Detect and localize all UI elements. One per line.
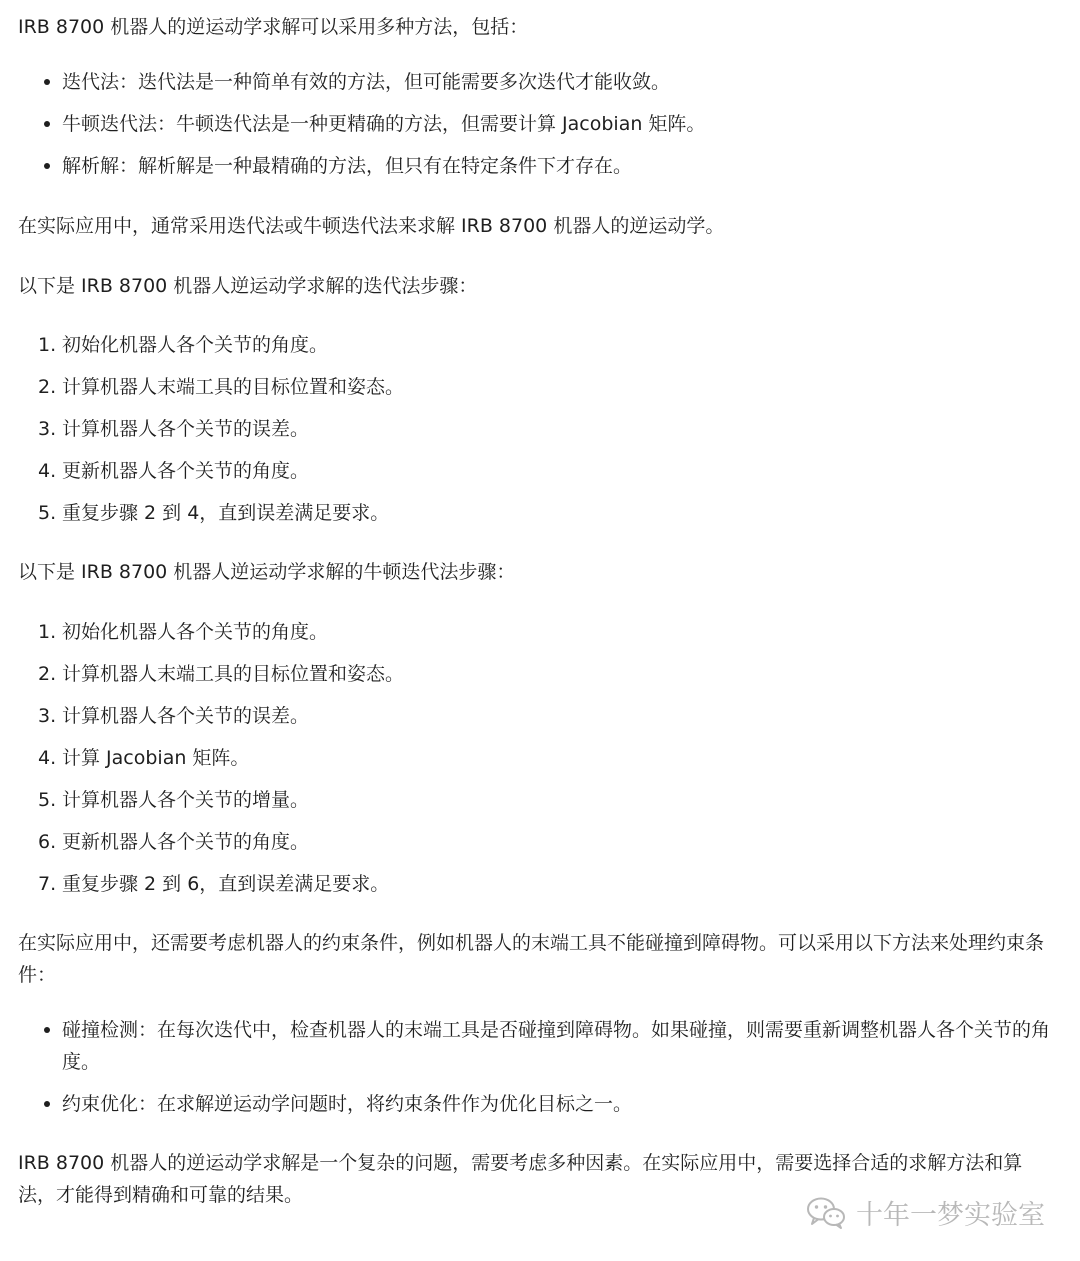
step-text: 重复步骤 2 到 6，直到误差满足要求。 — [62, 873, 390, 895]
constraints-intro-paragraph: 在实际应用中，还需要考虑机器人的约束条件，例如机器人的末端工具不能碰撞到障碍物。可以采用以下方法来处理约束条件： — [18, 932, 1045, 986]
list-item: 碰撞检测：在每次迭代中，检查机器人的末端工具是否碰撞到障碍物。如果碰撞，则需要重新调整机器人各个关节的角度。 — [18, 1014, 1058, 1078]
list-item — [18, 455, 1058, 487]
list-item: 约束优化：在求解逆运动学问题时，将约束条件作为优化目标之一。 — [18, 1088, 1058, 1120]
list-item — [18, 371, 1058, 403]
methods-list — [18, 66, 1058, 182]
step-text: 计算机器人各个关节的增量。 — [62, 789, 310, 811]
watermark-text: 十年一梦实验室 — [856, 1200, 1045, 1231]
step-number: 4. — [38, 747, 57, 769]
list-item — [18, 826, 1058, 858]
newton-steps-list — [18, 616, 1058, 900]
step-number: 3. — [38, 705, 57, 727]
constraints-list — [18, 1014, 1058, 1120]
step-text: 更新机器人各个关节的角度。 — [62, 460, 310, 482]
practice-paragraph: 在实际应用中，通常采用迭代法或牛顿迭代法来求解 IRB 8700 机器人的逆运动学。 — [18, 215, 725, 237]
list-item — [18, 742, 1058, 774]
list-item — [18, 658, 1058, 690]
step-text: 更新机器人各个关节的角度。 — [62, 831, 310, 853]
list-item — [18, 616, 1058, 648]
step-text: 重复步骤 2 到 4，直到误差满足要求。 — [62, 502, 390, 524]
step-number: 7. — [38, 873, 57, 895]
list-item — [18, 497, 1058, 529]
step-number: 2. — [38, 376, 57, 398]
step-text: 计算机器人各个关节的误差。 — [62, 705, 310, 727]
step-number: 4. — [38, 460, 57, 482]
step-number: 5. — [38, 502, 57, 524]
list-item — [18, 868, 1058, 900]
watermark — [806, 1193, 1045, 1232]
step-text: 计算 Jacobian 矩阵。 — [62, 747, 250, 769]
step-number: 6. — [38, 831, 57, 853]
step-number: 1. — [38, 621, 57, 643]
step-text: 计算机器人末端工具的目标位置和姿态。 — [62, 376, 405, 398]
list-item: 解析解：解析解是一种最精确的方法，但只有在特定条件下才存在。 — [18, 150, 1058, 182]
list-item — [18, 329, 1058, 361]
list-item — [18, 700, 1058, 732]
intro-paragraph: IRB 8700 机器人的逆运动学求解可以采用多种方法，包括： — [18, 16, 529, 38]
step-number: 1. — [38, 334, 57, 356]
step-text: 初始化机器人各个关节的角度。 — [62, 621, 329, 643]
step-number: 2. — [38, 663, 57, 685]
list-item — [18, 784, 1058, 816]
step-text: 初始化机器人各个关节的角度。 — [62, 334, 329, 356]
list-item: 牛顿迭代法：牛顿迭代法是一种更精确的方法，但需要计算 Jacobian 矩阵。 — [18, 108, 1058, 140]
step-number: 5. — [38, 789, 57, 811]
article-content — [18, 0, 1058, 1211]
newton-heading: 以下是 IRB 8700 机器人逆运动学求解的牛顿迭代法步骤： — [18, 561, 516, 583]
step-text: 计算机器人各个关节的误差。 — [62, 418, 310, 440]
conclusion-paragraph: IRB 8700 机器人的逆运动学求解是一个复杂的问题，需要考虑多种因素。在实际应用中，需要选择合适的求解方法和算法，才能得到精确和可靠的结果。 — [18, 1152, 1023, 1206]
iterative-heading: 以下是 IRB 8700 机器人逆运动学求解的迭代法步骤： — [18, 275, 478, 297]
step-number: 3. — [38, 418, 57, 440]
iterative-steps-list — [18, 329, 1058, 529]
step-text: 计算机器人末端工具的目标位置和姿态。 — [62, 663, 405, 685]
list-item: 迭代法：迭代法是一种简单有效的方法，但可能需要多次迭代才能收敛。 — [18, 66, 1058, 98]
list-item — [18, 413, 1058, 445]
wechat-icon — [806, 1196, 846, 1230]
